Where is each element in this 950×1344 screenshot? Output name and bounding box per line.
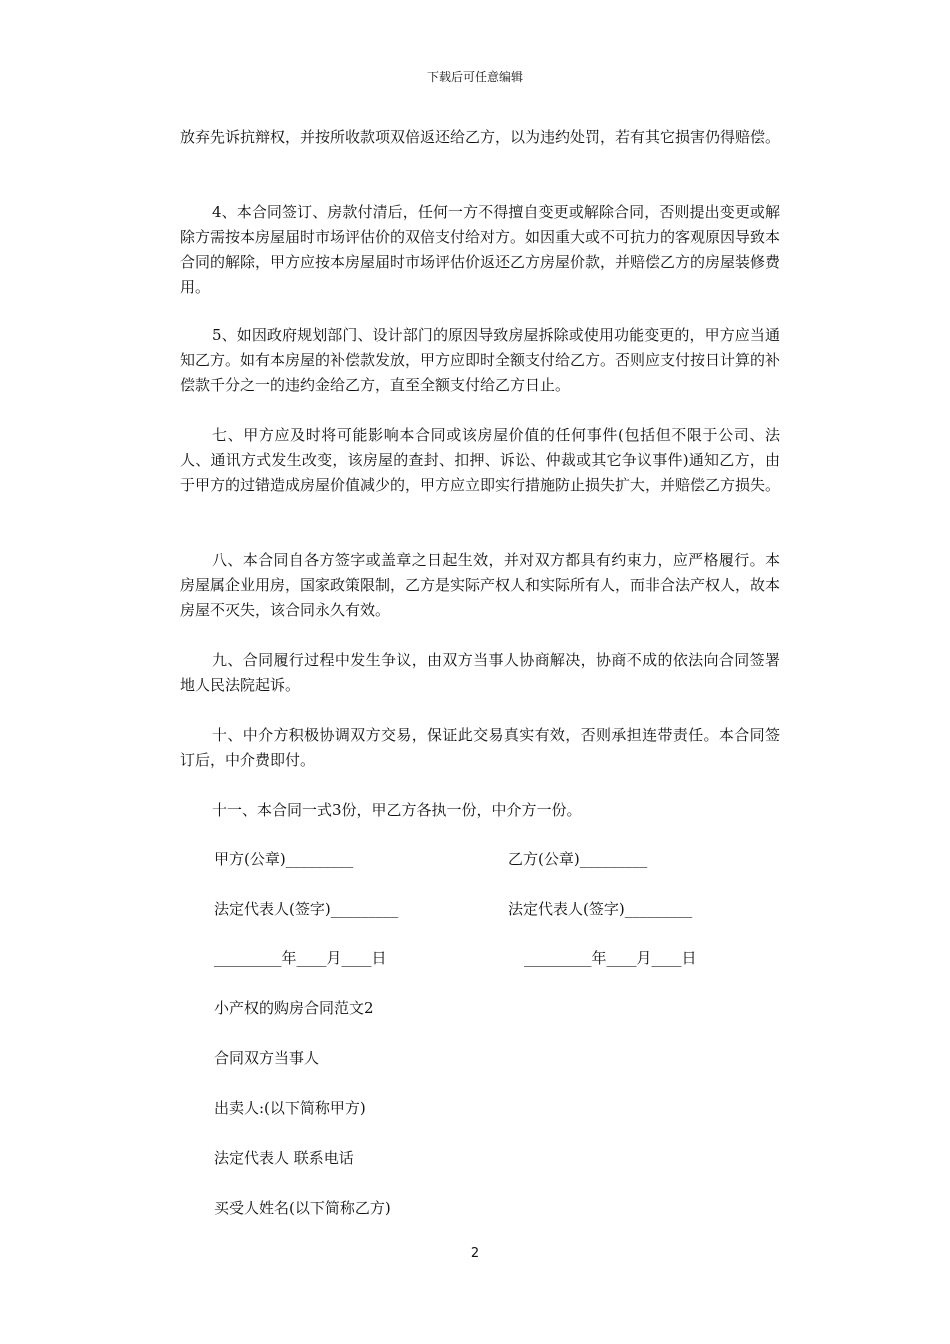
seller-line: 出卖人:(以下简称甲方) xyxy=(214,1099,366,1117)
buyer-line: 买受人姓名(以下简称乙方) xyxy=(214,1199,391,1217)
seller-rep-line: 法定代表人 联系电话 xyxy=(214,1149,354,1167)
section-title: 小产权的购房合同范文2 xyxy=(214,999,374,1017)
party-a-date-line: _________年____月____日 xyxy=(214,949,387,967)
page-number: 2 xyxy=(470,1246,480,1261)
party-b-date-line: _________年____月____日 xyxy=(524,949,697,967)
party-a-seal-line: 甲方(公章)_________ xyxy=(214,850,354,868)
paragraph-clause-9: 九、合同履行过程中发生争议，由双方当事人协商解决，协商不成的依法向合同签署地人民法院起诉。 xyxy=(180,651,780,694)
paragraph-clause-5: 5、如因政府规划部门、设计部门的原因导致房屋拆除或使用功能变更的，甲方应当通知乙方。如有本房屋的补偿款发放，甲方应即时全额支付给乙方。否则应支付按日计算的补偿款千分之一的违约金给乙方，直至全额支付给乙方日止。 xyxy=(180,326,781,394)
parties-heading: 合同双方当事人 xyxy=(214,1049,320,1067)
page-header: 下载后可任意编辑 xyxy=(426,70,523,84)
paragraph-clause-8: 八、本合同自各方签字或盖章之日起生效，并对双方都具有约束力，应严格履行。本房屋属企业用房，国家政策限制，乙方是实际产权人和实际所有人，而非合法产权人，故本房屋不灭失，该合同永久有效。 xyxy=(180,551,781,619)
paragraph-penalty: 放弃先诉抗辩权，并按所收款项双倍返还给乙方，以为违约处罚，若有其它损害仍得赔偿。 xyxy=(180,128,781,146)
party-b-rep-line: 法定代表人(签字)_________ xyxy=(508,900,693,918)
paragraph-clause-11: 十一、本合同一式3份，甲乙方各执一份，中介方一份。 xyxy=(212,801,582,819)
party-b-seal-line: 乙方(公章)_________ xyxy=(508,850,648,868)
paragraph-clause-4: 4、本合同签订、房款付清后，任何一方不得擅自变更或解除合同，否则提出变更或解除方需按本房屋届时市场评估价的双倍支付给对方。如因重大或不可抗力的客观原因导致本合同的解除，甲方应按本房屋届时市场评估价返还乙方房屋价款，并赔偿乙方的房屋装修费用。 xyxy=(180,203,781,296)
paragraph-clause-10: 十、中介方积极协调双方交易，保证此交易真实有效，否则承担连带责任。本合同签订后，中介费即付。 xyxy=(180,726,780,769)
party-a-rep-line: 法定代表人(签字)_________ xyxy=(214,900,399,918)
paragraph-clause-7: 七、甲方应及时将可能影响本合同或该房屋价值的任何事件(包括但不限于公司、法人、通讯方式发生改变，该房屋的查封、扣押、诉讼、仲裁或其它争议事件)通知乙方，由于甲方的过错造成房屋价值减少的，甲方应立即实行措施防止损失扩大，并赔偿乙方损失。 xyxy=(180,426,781,494)
